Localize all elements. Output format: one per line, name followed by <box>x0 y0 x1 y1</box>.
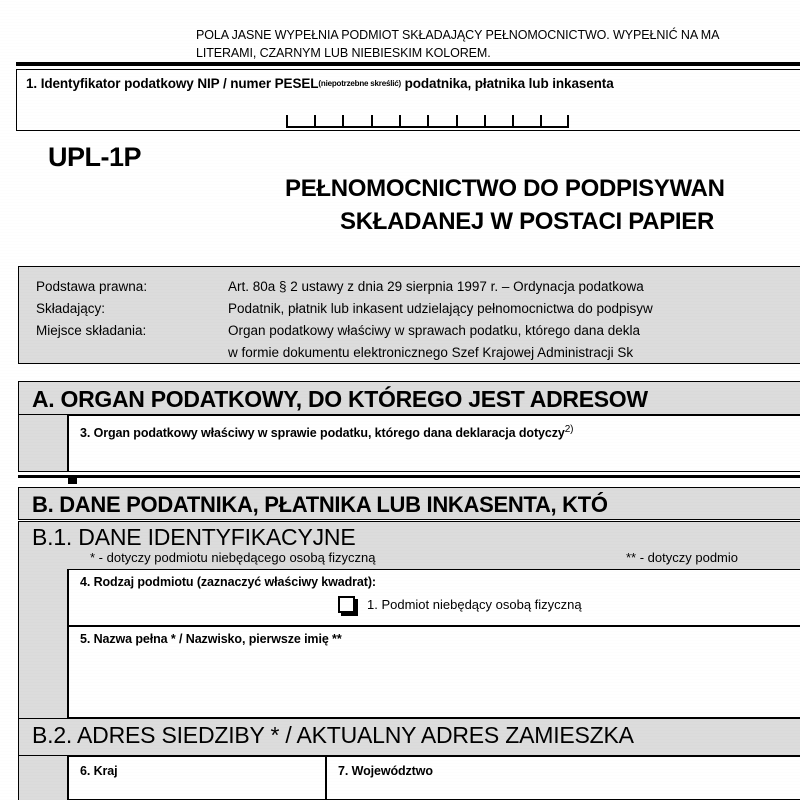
legal-value-place-2: w formie dokumentu elektronicznego Szef Krajowej Administracji Sk <box>228 345 634 360</box>
document-title <box>285 172 725 238</box>
instruction-line-2: LITERAMI, CZARNYM LUB NIEBIESKIM KOLOREM. <box>196 46 491 60</box>
section-divider-tick <box>68 478 77 484</box>
section-a-header-text: A. ORGAN PODATKOWY, DO KTÓREGO JEST ADRESOW <box>32 386 648 412</box>
section-b1-header-text: B.1. DANE IDENTYFIKACYJNE <box>32 524 356 550</box>
comb-tick <box>540 115 542 126</box>
legal-value-filer: Podatnik, płatnik lub inkasent udzielający pełnomocnictwa do podpisyw <box>228 301 653 316</box>
section-b2-header-text: B.2. ADRES SIEDZIBY * / AKTUALNY ADRES ZAMIESZKA <box>32 722 634 748</box>
field-4-option-row[interactable] <box>338 596 582 613</box>
legal-label-filer: Składający: <box>36 301 106 316</box>
field-4-option-label: 1. Podmiot niebędący osobą fizyczną <box>367 597 582 612</box>
section-b1-note-left: * - dotyczy podmiotu niebędącego osobą fizyczną <box>90 550 376 565</box>
field-4-label: 4. Rodzaj podmiotu (zaznaczyć właściwy kwadrat): <box>80 575 376 589</box>
document-title-line-1: PEŁNOMOCNICTWO DO PODPISYWAN <box>285 175 725 202</box>
comb-baseline <box>286 126 569 128</box>
checkbox-icon[interactable] <box>338 596 355 613</box>
field-1-label-tail: podatnika, płatnika lub inkasenta <box>400 76 614 91</box>
comb-tick <box>342 115 344 126</box>
section-b1-gutter <box>18 569 68 718</box>
field-6-label: 6. Kraj <box>80 764 118 778</box>
section-b2-gutter <box>18 756 68 800</box>
field-7-label: 7. Województwo <box>338 764 433 778</box>
comb-tick <box>314 115 316 126</box>
top-divider-rule <box>16 62 800 66</box>
field-3-footnote-marker: 2) <box>564 424 574 435</box>
comb-tick <box>456 115 458 126</box>
field-7-input[interactable] <box>326 756 800 800</box>
section-b1-note-right: ** - dotyczy podmio <box>626 550 738 565</box>
section-divider-rule <box>18 475 800 478</box>
nip-pesel-comb-ruler[interactable] <box>286 112 569 128</box>
field-6-input[interactable] <box>68 756 326 800</box>
comb-tick <box>512 115 514 126</box>
legal-basis-labels <box>36 276 147 342</box>
comb-tick <box>286 115 288 126</box>
legal-label-basis: Podstawa prawna: <box>36 279 148 294</box>
field-1-label <box>26 76 614 91</box>
comb-tick <box>371 115 373 126</box>
field-3-label-text: 3. Organ podatkowy właściwy w sprawie podatku, którego dana deklaracja dotyczy <box>80 426 565 440</box>
form-code: UPL-1P <box>48 142 142 172</box>
comb-tick <box>567 115 569 126</box>
field-1-label-note: (niepotrzebne skreślić) <box>318 79 401 88</box>
field-5-label: 5. Nazwa pełna * / Nazwisko, pierwsze imię ** <box>80 632 342 646</box>
field-3-label <box>80 424 573 440</box>
instruction-line-1: POLA JASNE WYPEŁNIA PODMIOT SKŁADAJĄCY PEŁNOMOCNICTWO. WYPEŁNIĆ NA MA <box>196 28 720 42</box>
legal-value-basis: Art. 80a § 2 ustawy z dnia 29 sierpnia 1997 r. – Ordynacja podatkowa <box>228 279 644 294</box>
legal-label-place: Miejsce składania: <box>36 323 147 338</box>
form-instruction <box>196 26 800 62</box>
comb-tick <box>399 115 401 126</box>
legal-basis-values <box>228 276 653 364</box>
section-b-header-text: B. DANE PODATNIKA, PŁATNIKA LUB INKASENTA, KTÓ <box>32 492 608 517</box>
comb-tick <box>484 115 486 126</box>
field-1-label-main: 1. Identyfikator podatkowy NIP / numer PESEL <box>26 76 319 91</box>
section-a-gutter <box>18 415 68 472</box>
document-title-line-2: SKŁADANEJ W POSTACI PAPIER <box>340 208 715 235</box>
comb-tick <box>427 115 429 126</box>
legal-value-place-1: Organ podatkowy właściwy w sprawach podatku, którego dana dekla <box>228 323 640 338</box>
